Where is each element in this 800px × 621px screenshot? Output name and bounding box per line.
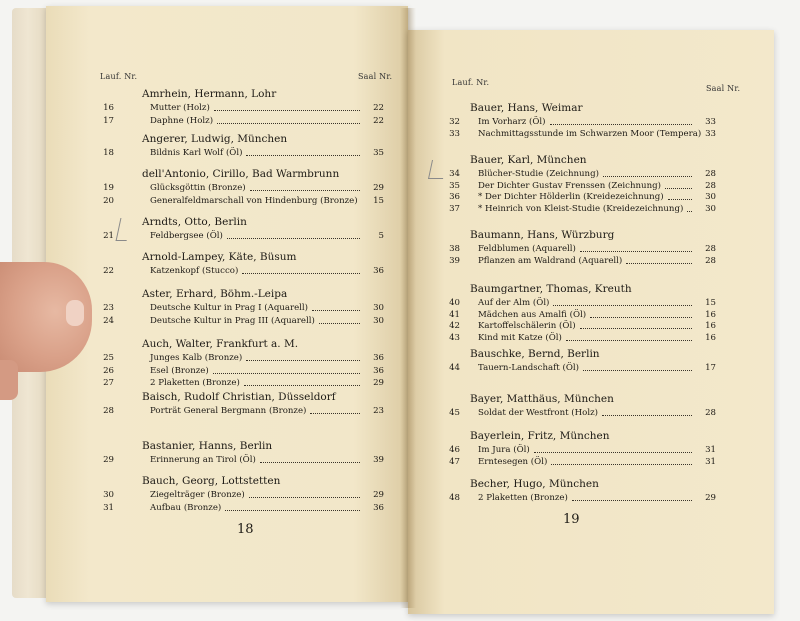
artwork-title: Auf der Alm (Öl) xyxy=(478,298,550,308)
saal-number: 22 xyxy=(373,115,384,126)
saal-number: 29 xyxy=(705,493,716,503)
right-page xyxy=(408,30,774,614)
entry-number: 48 xyxy=(449,493,460,503)
entry-number: 18 xyxy=(103,148,114,158)
leader-dots xyxy=(550,122,693,125)
entry-number: 16 xyxy=(103,103,114,113)
entry-number: 43 xyxy=(449,332,460,343)
artwork-title: Kartoffelschälerin (Öl) xyxy=(478,321,576,331)
leader-dots xyxy=(217,121,360,124)
saal-number: 17 xyxy=(705,363,716,373)
left-page-number: 18 xyxy=(237,522,254,537)
leader-dots xyxy=(534,450,692,453)
entry-number: 38 xyxy=(449,244,460,254)
saal-number: 28 xyxy=(705,244,716,254)
saal-number: 36 xyxy=(373,266,384,276)
artwork-title: Der Dichter Gustav Frenssen (Zeichnung) xyxy=(478,180,661,191)
entry-number: 20 xyxy=(103,195,114,206)
saal-number: 5 xyxy=(378,231,384,241)
saal-number: 35 xyxy=(373,148,384,158)
artist-name: Bayer, Matthäus, München xyxy=(470,393,614,405)
leader-dots xyxy=(590,315,692,318)
artwork-title: Aufbau (Bronze) xyxy=(150,502,222,513)
leader-dots xyxy=(225,508,360,511)
saal-number: 28 xyxy=(705,255,716,266)
saal-number: 39 xyxy=(373,455,384,465)
book-gutter xyxy=(400,8,416,608)
leader-dots xyxy=(319,321,360,324)
artist-name: Angerer, Ludwig, München xyxy=(142,133,288,145)
saal-number: 31 xyxy=(705,456,716,467)
saal-number: 36 xyxy=(373,365,384,376)
left-saal-header: Saal Nr. xyxy=(358,72,393,81)
artist-name: Arndts, Otto, Berlin xyxy=(142,216,247,228)
entry-number: 34 xyxy=(449,169,460,179)
entry-number: 17 xyxy=(103,115,114,126)
entry-number: 36 xyxy=(449,192,460,202)
artwork-title: Bildnis Karl Wolf (Öl) xyxy=(150,148,243,158)
entry-number: 46 xyxy=(449,445,460,455)
artwork-title: Soldat der Westfront (Holz) xyxy=(478,408,598,418)
artwork-title: Pflanzen am Waldrand (Aquarell) xyxy=(478,255,623,266)
leader-dots xyxy=(566,338,692,341)
saal-number: 36 xyxy=(373,502,384,513)
artwork-title: Tauern-Landschaft (Öl) xyxy=(478,363,579,373)
entry-number: 33 xyxy=(449,128,460,139)
artwork-title: Blücher-Studie (Zeichnung) xyxy=(478,169,599,179)
artist-name: Arnold-Lampey, Käte, Büsum xyxy=(142,251,297,263)
leader-dots xyxy=(626,261,692,264)
saal-number: 33 xyxy=(705,128,716,139)
artwork-title: Kind mit Katze (Öl) xyxy=(478,332,562,343)
artwork-title: Feldbergsee (Öl) xyxy=(150,231,223,241)
leader-dots xyxy=(227,236,360,239)
artist-name: Amrhein, Hermann, Lohr xyxy=(142,88,277,100)
saal-number: 30 xyxy=(373,315,384,326)
left-lfd-header: Lauf. Nr. xyxy=(100,72,138,81)
artwork-title: Glücksgöttin (Bronze) xyxy=(150,183,246,193)
saal-number: 16 xyxy=(705,332,716,343)
entry-number: 29 xyxy=(103,455,114,465)
leader-dots xyxy=(602,413,692,416)
artwork-title: Porträt General Bergmann (Bronze) xyxy=(150,406,307,416)
leader-dots xyxy=(213,371,360,374)
leader-dots xyxy=(260,460,360,463)
artwork-title: Ziegelträger (Bronze) xyxy=(150,490,245,500)
artwork-title: Deutsche Kultur in Prag I (Aquarell) xyxy=(150,303,309,313)
entry-number: 47 xyxy=(449,456,460,467)
leader-dots xyxy=(249,495,360,498)
artist-name: Baumann, Hans, Würzburg xyxy=(470,229,615,241)
right-lfd-header: Lauf. Nr. xyxy=(452,78,490,87)
entry-number: 44 xyxy=(449,363,460,373)
saal-number: 30 xyxy=(373,303,384,313)
entry-number: 37 xyxy=(449,203,460,214)
saal-number: 29 xyxy=(373,490,384,500)
leader-dots xyxy=(583,368,692,371)
leader-dots xyxy=(312,308,360,311)
artwork-title: Katzenkopf (Stucco) xyxy=(150,266,239,276)
artwork-title: Mädchen aus Amalfi (Öl) xyxy=(478,309,587,320)
entry-number: 40 xyxy=(449,298,460,308)
leader-dots xyxy=(668,197,692,200)
entry-number: 30 xyxy=(103,490,114,500)
artist-name: Becher, Hugo, München xyxy=(470,478,599,490)
saal-number: 28 xyxy=(705,408,716,418)
entry-number: 28 xyxy=(103,406,114,416)
artwork-title: 2 Plaketten (Bronze) xyxy=(150,378,240,388)
saal-number: 28 xyxy=(705,180,716,191)
entry-number: 23 xyxy=(103,303,114,313)
artist-name: dell'Antonio, Cirillo, Bad Warmbrunn xyxy=(142,168,340,180)
saal-number: 31 xyxy=(705,445,716,455)
saal-number: 15 xyxy=(705,298,716,308)
artwork-title: Nachmittagsstunde im Schwarzen Moor (Tempera) xyxy=(478,128,702,139)
artwork-title: Im Jura (Öl) xyxy=(478,445,530,455)
artwork-title: * Heinrich von Kleist-Studie (Kreidezeichnung) xyxy=(478,203,684,214)
entry-number: 41 xyxy=(449,309,460,320)
artist-name: Bauer, Hans, Weimar xyxy=(470,102,583,114)
saal-number: 36 xyxy=(373,353,384,363)
artist-name: Bauschke, Bernd, Berlin xyxy=(470,348,600,360)
leader-dots xyxy=(603,174,692,177)
artwork-title: Esel (Bronze) xyxy=(150,365,209,376)
entry-number: 19 xyxy=(103,183,114,193)
saal-number: 15 xyxy=(373,195,384,206)
entry-number: 35 xyxy=(449,180,460,191)
artist-name: Bauer, Karl, München xyxy=(470,154,587,166)
leader-dots xyxy=(580,249,692,252)
artwork-title: * Der Dichter Hölderlin (Kreidezeichnung) xyxy=(478,192,664,202)
saal-number: 28 xyxy=(705,169,716,179)
leader-dots xyxy=(310,411,360,414)
leader-dots xyxy=(246,358,360,361)
entry-number: 27 xyxy=(103,378,114,388)
saal-number: 22 xyxy=(373,103,384,113)
thumb-nail xyxy=(66,300,84,326)
artwork-title: Erntesegen (Öl) xyxy=(478,456,548,467)
saal-number: 29 xyxy=(373,378,384,388)
artwork-title: Im Vorharz (Öl) xyxy=(478,117,546,127)
leader-dots xyxy=(214,108,360,111)
saal-number: 30 xyxy=(705,203,716,214)
leader-dots xyxy=(572,498,692,501)
saal-number: 23 xyxy=(373,406,384,416)
artwork-title: Generalfeldmarschall von Hindenburg (Bronze) xyxy=(150,195,358,206)
entry-number: 45 xyxy=(449,408,460,418)
hand-palm xyxy=(0,360,18,400)
saal-number: 30 xyxy=(705,192,716,202)
saal-number: 29 xyxy=(373,183,384,193)
entry-number: 39 xyxy=(449,255,460,266)
artwork-title: 2 Plaketten (Bronze) xyxy=(478,493,568,503)
artist-name: Baisch, Rudolf Christian, Düsseldorf xyxy=(142,391,336,403)
artwork-title: Daphne (Holz) xyxy=(150,115,214,126)
saal-number: 16 xyxy=(705,321,716,331)
entry-number: 31 xyxy=(103,502,114,513)
artist-name: Bayerlein, Fritz, München xyxy=(470,430,610,442)
entry-number: 21 xyxy=(103,231,114,241)
entry-number: 42 xyxy=(449,321,460,331)
right-saal-header: Saal Nr. xyxy=(706,84,741,93)
artwork-title: Mutter (Holz) xyxy=(150,103,210,113)
leader-dots xyxy=(242,271,360,274)
leader-dots xyxy=(246,153,360,156)
entry-number: 32 xyxy=(449,117,460,127)
leader-dots xyxy=(580,326,692,329)
artwork-title: Deutsche Kultur in Prag III (Aquarell) xyxy=(150,315,315,326)
entry-number: 25 xyxy=(103,353,114,363)
artist-name: Auch, Walter, Frankfurt a. M. xyxy=(142,338,299,350)
leader-dots xyxy=(665,186,692,189)
artist-name: Bastanier, Hanns, Berlin xyxy=(142,440,273,452)
entry-number: 24 xyxy=(103,315,114,326)
leader-dots xyxy=(687,209,692,212)
artist-name: Bauch, Georg, Lottstetten xyxy=(142,475,281,487)
artwork-title: Erinnerung an Tirol (Öl) xyxy=(150,455,256,465)
entry-number: 26 xyxy=(103,365,114,376)
artist-name: Aster, Erhard, Böhm.-Leipa xyxy=(142,288,288,300)
right-page-number: 19 xyxy=(563,512,580,527)
saal-number: 16 xyxy=(705,309,716,320)
artist-name: Baumgartner, Thomas, Kreuth xyxy=(470,283,632,295)
leader-dots xyxy=(551,462,692,465)
artwork-title: Feldblumen (Aquarell) xyxy=(478,244,576,254)
leader-dots xyxy=(250,188,360,191)
artwork-title: Junges Kalb (Bronze) xyxy=(150,353,243,363)
leader-dots xyxy=(553,303,692,306)
leader-dots xyxy=(244,383,360,386)
saal-number: 33 xyxy=(705,117,716,127)
entry-number: 22 xyxy=(103,266,114,276)
